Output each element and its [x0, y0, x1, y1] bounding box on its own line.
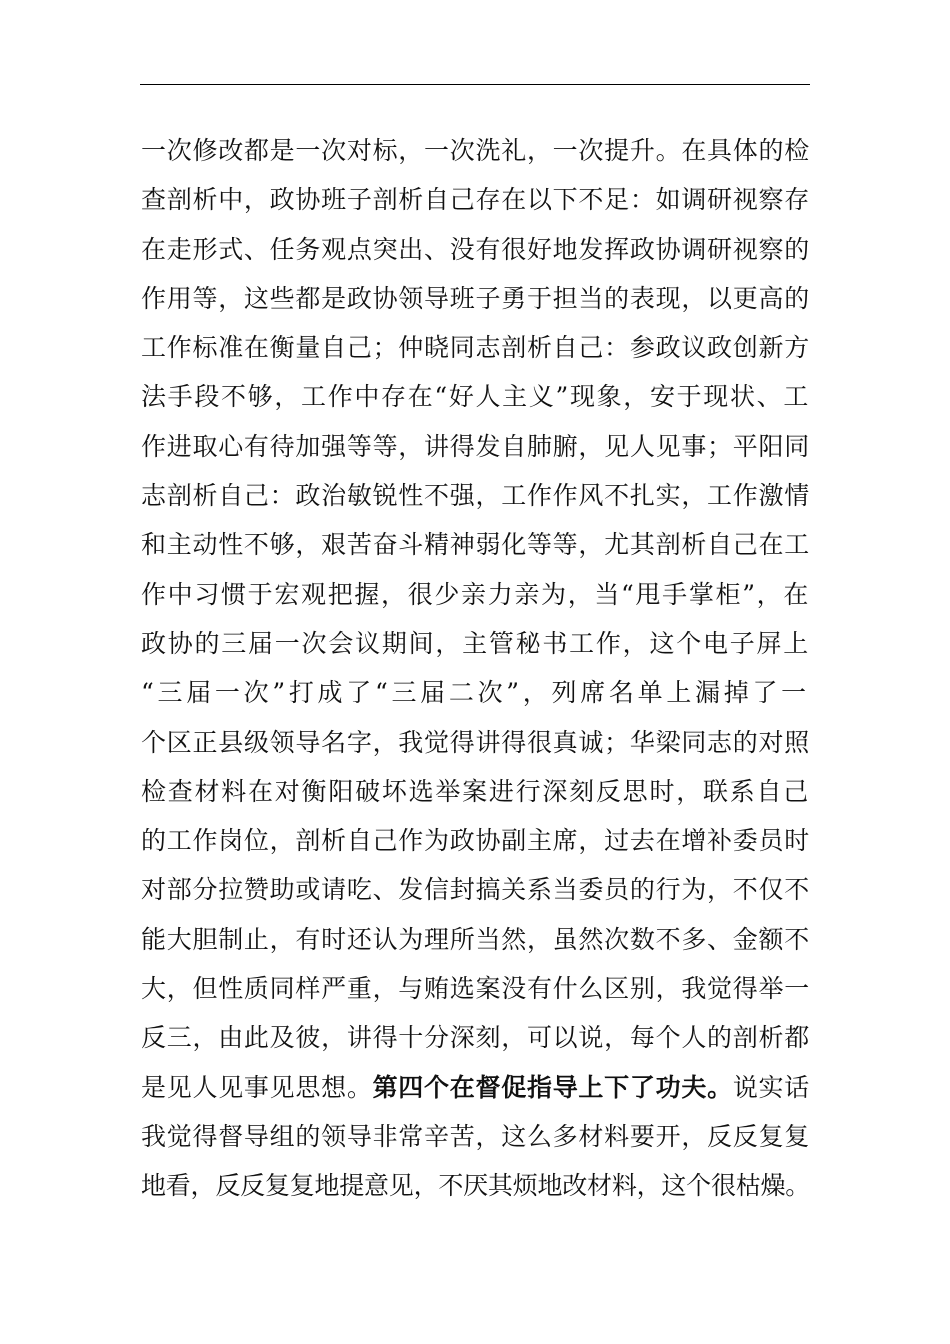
- text-line: 检查材料在对衡阳破坏选举案进行深刻反思时，联系自己: [141, 776, 811, 806]
- text-line: 政协的三届一次会议期间，主管秘书工作，这个电子屏上: [141, 628, 811, 658]
- body-paragraph: [141, 126, 821, 1211]
- text-line: 作中习惯于宏观把握，很少亲力亲为，当“甩手掌柜”，在: [141, 579, 810, 609]
- text-line: 志剖析自己：政治敏锐性不强，工作作风不扎实，工作激情: [141, 481, 810, 511]
- text-line: 作用等，这些都是政协领导班子勇于担当的表现，以更高的: [141, 283, 810, 313]
- text-segment: 是见人见事见思想。: [141, 1072, 373, 1102]
- text-line: 地看，反反复复地提意见，不厌其烦地改材料，这个很枯燥。: [141, 1171, 811, 1201]
- text-line: 我觉得督导组的领导非常辛苦，这么多材料要开，反反复复: [141, 1121, 810, 1151]
- text-line-with-bold-heading: [141, 1063, 821, 1112]
- text-line: 的工作岗位，剖析自己作为政协副主席，过去在增补委员时: [141, 826, 810, 856]
- text-line: 工作标准在衡量自己；仲晓同志剖析自己：参政议政创新方: [141, 333, 810, 363]
- text-line: 个区正县级领导名字，我觉得讲得很真诚；华梁同志的对照: [141, 727, 810, 757]
- text-line: 和主动性不够，艰苦奋斗精神弱化等等，尤其剖析自己在工: [141, 530, 810, 560]
- text-line: 反三，由此及彼，讲得十分深刻，可以说，每个人的剖析都: [141, 1023, 810, 1053]
- text-line: 大，但性质同样严重，与贿选案没有什么区别，我觉得举一: [141, 974, 810, 1004]
- bold-section-heading: 第四个在督促指导上下了功夫。: [372, 1072, 733, 1102]
- text-line: 查剖析中，政协班子剖析自己存在以下不足：如调研视察存: [141, 185, 810, 215]
- text-line: 对部分拉赞助或请吃、发信封搞关系当委员的行为，不仅不: [141, 875, 810, 905]
- text-line: “三届一次”打成了“三届二次”，列席名单上漏掉了一: [141, 678, 810, 708]
- text-line: 一次修改都是一次对标，一次洗礼，一次提升。在具体的检: [141, 136, 810, 165]
- header-rule: [140, 84, 810, 85]
- text-line: 能大胆制止，有时还认为理所当然，虽然次数不多、金额不: [141, 924, 810, 954]
- text-segment: 说实话: [732, 1072, 811, 1102]
- text-line: 法手段不够，工作中存在“好人主义”现象，安于现状、工: [141, 382, 810, 412]
- text-line: 作进取心有待加强等等，讲得发自肺腑，见人见事；平阳同: [141, 431, 810, 461]
- text-line: 在走形式、任务观点突出、没有很好地发挥政协调研视察的: [141, 234, 810, 264]
